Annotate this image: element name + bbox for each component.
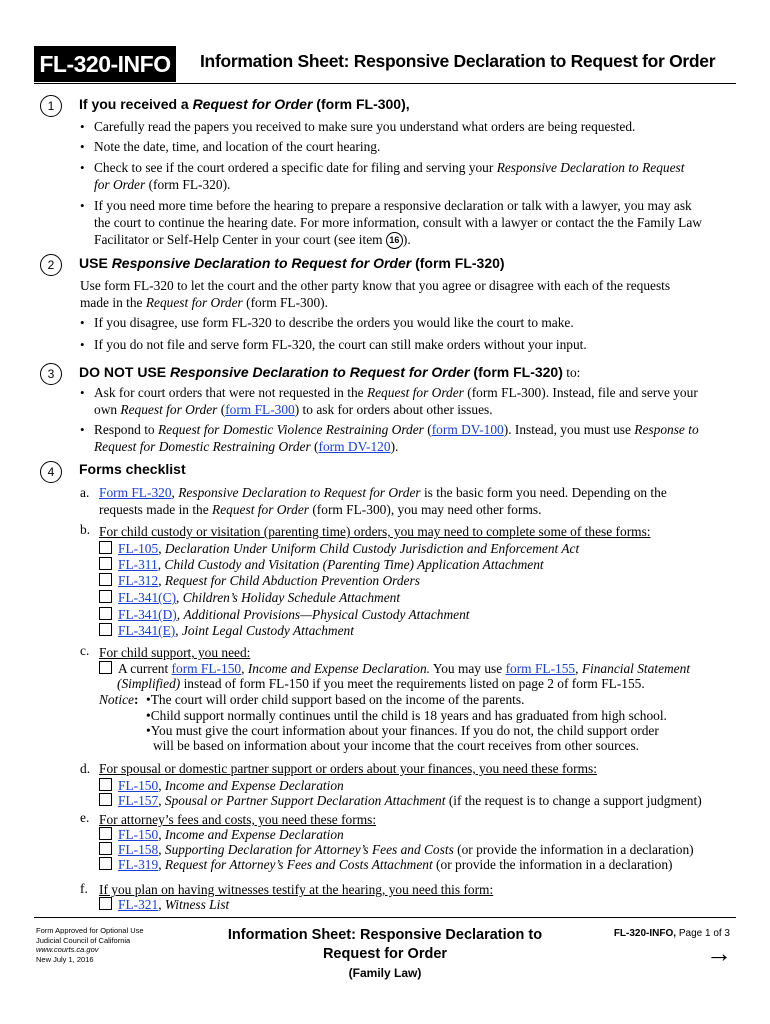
form-fl-155-link[interactable]: form FL-155 (505, 661, 576, 676)
checkbox[interactable] (99, 793, 112, 806)
section-1-bullet-2: Note the date, time, and location of the court hearing. (94, 139, 381, 154)
section-1-bullet-3: Check to see if the court ordered a specific date for filing and serving your Responsive Declaration to Request (94, 160, 685, 175)
form-link[interactable]: FL-341(C) (118, 590, 177, 605)
checkbox[interactable] (99, 623, 112, 636)
checkbox[interactable] (99, 778, 112, 791)
notice-label: Notice: (99, 692, 139, 707)
checklist-item: FL-311, Child Custody and Visitation (Parenting Time) Application Attachment (99, 556, 544, 573)
notice-bullet-1: •The court will order child support based on the income of the parents. (146, 692, 525, 707)
item-d-intro: For spousal or domestic partner support or orders about your finances, you need these forms: (99, 761, 597, 776)
footer-title: Information Sheet: Responsive Declaration to Request for Order (Family Law) (227, 927, 543, 980)
checkbox[interactable] (99, 857, 112, 870)
item-e-label: e. (80, 810, 90, 825)
checklist-item: FL-341(D), Additional Provisions—Physical Custody Attachment (99, 606, 469, 623)
section-3-heading: DO NOT USE Responsive Declaration to Request for Order (form FL-320) to: (79, 364, 581, 380)
checklist-item: FL-157, Spousal or Partner Support Declaration Attachment (if the request is to change a support judgment) (99, 792, 702, 809)
form-link[interactable]: FL-311 (118, 557, 158, 572)
checklist-item: FL-312, Request for Child Abduction Prevention Orders (99, 572, 420, 589)
section-2-para-line-1: Use form FL-320 to let the court and the other party know that you agree or disagree with each of the requests (80, 278, 671, 293)
section-1-bullet-1: Carefully read the papers you received to make sure you understand what orders are being requested. (94, 119, 636, 134)
form-link[interactable]: FL-341(D) (118, 607, 177, 622)
form-link[interactable]: FL-341(E) (118, 623, 176, 638)
section-1-heading: If you received a Request for Order (form FL-300), (79, 96, 410, 112)
section-2-para-line-2: made in the Request for Order (form FL-300). (80, 295, 328, 310)
section-3-number: 3 (40, 363, 62, 385)
section-1-bullet-3-cont: for Order (form FL-320). (94, 177, 231, 192)
form-link[interactable]: FL-150 (118, 827, 159, 842)
notice-bullet-2: •Child support normally continues until the child is 18 years and has graduated from high school. (146, 708, 667, 723)
section-1-number: 1 (40, 95, 62, 117)
item-f-label: f. (80, 881, 88, 896)
form-link[interactable]: FL-158 (118, 842, 159, 857)
checkbox[interactable] (99, 897, 112, 910)
section-2-bullet-1: If you disagree, use form FL-320 to describe the orders you would like the court to make. (94, 315, 574, 330)
form-link[interactable]: FL-312 (118, 573, 159, 588)
section-3-bullet-2-cont: Request for Domestic Restraining Order (form DV-120). (94, 439, 399, 454)
checkbox[interactable] (99, 573, 112, 586)
checklist-item: FL-321, Witness List (99, 896, 229, 913)
form-link[interactable]: FL-319 (118, 857, 159, 872)
page-title: Information Sheet: Responsive Declaration to Request for Order (200, 51, 716, 71)
section-1-bullet-4-line-1: If you need more time before the hearing to prepare a responsive declaration or talk with a lawyer, you may ask (94, 198, 692, 213)
footer-rule (34, 917, 736, 918)
checklist-item: FL-150, Income and Expense Declaration (99, 777, 344, 794)
checklist-item: FL-158, Supporting Declaration for Attorney’s Fees and Costs (or provide the information in a declaration) (99, 841, 694, 858)
section-3-bullet-2: Respond to Request for Domestic Violence Restraining Order (form DV-100). Instead, you must use Response to (94, 422, 699, 437)
checklist-item: FL-150, Income and Expense Declaration (99, 826, 344, 843)
form-fl-300-link[interactable]: form FL-300 (225, 402, 295, 417)
section-3-bullet-1: Ask for court orders that were not requested in the Request for Order (form FL-300). Instead, file and serve your (94, 385, 698, 400)
checkbox[interactable] (99, 661, 112, 674)
section-1-bullet-4-line-3: Facilitator or Self-Help Center in your court (see item 16 ). (94, 232, 411, 247)
section-2-bullet-2: If you do not file and serve form FL-320, the court can still make orders without your input. (94, 337, 587, 352)
notice-bullet-3: •You must give the court information about your finances. If you do not, the child support order (146, 723, 659, 738)
item-a-line-2: requests made in the Request for Order (form FL-300), you may need other forms. (99, 502, 542, 517)
checkbox[interactable] (99, 607, 112, 620)
item-c-intro: For child support, you need: (99, 645, 251, 660)
checklist-item: FL-341(E), Joint Legal Custody Attachment (99, 622, 354, 639)
form-link[interactable]: FL-105 (118, 541, 159, 556)
form-link[interactable]: FL-157 (118, 793, 159, 808)
item-f-intro: If you plan on having witnesses testify at the hearing, you need this form: (99, 882, 494, 897)
section-2-heading: USE Responsive Declaration to Request for Order (form FL-320) (79, 255, 505, 271)
item-b-intro: For child custody or visitation (parenting time) orders, you may need to complete some of these forms: (99, 524, 651, 539)
checkbox[interactable] (99, 827, 112, 840)
item-e-intro: For attorney’s fees and costs, you need these forms: (99, 812, 377, 827)
section-4-heading: Forms checklist (79, 461, 186, 477)
section-2-number: 2 (40, 254, 62, 276)
item-b-label: b. (80, 522, 91, 537)
item-c-label: c. (80, 643, 90, 658)
next-page-arrow-icon: → (706, 938, 732, 968)
form-link[interactable]: FL-150 (118, 778, 159, 793)
checkbox[interactable] (99, 557, 112, 570)
header-rule (34, 83, 736, 84)
checklist-item: FL-105, Declaration Under Uniform Child Custody Jurisdiction and Enforcement Act (99, 540, 579, 557)
form-fl-150-link[interactable]: form FL-150 (171, 661, 242, 676)
item-a-line-1: Form FL-320, Responsive Declaration to Request for Order is the basic form you need. Depending on the (99, 485, 667, 500)
item-16-ref: 16 (386, 232, 403, 249)
section-4-number: 4 (40, 461, 62, 483)
checkbox[interactable] (99, 842, 112, 855)
item-d-label: d. (80, 761, 91, 776)
form-dv-100-link[interactable]: form DV-100 (431, 422, 504, 437)
checkbox[interactable] (99, 541, 112, 554)
section-1-bullet-4-line-2: the court to continue the hearing date. For more information, consult with a lawyer or contact the the Family Law (94, 215, 702, 230)
form-fl-320-link[interactable]: Form FL-320 (99, 485, 172, 500)
checklist-item: FL-341(C), Children’s Holiday Schedule Attachment (99, 589, 400, 606)
item-c-line-2: (Simplified) instead of form FL-150 if you meet the requirements listed on page 2 of form FL-155. (117, 676, 645, 691)
form-dv-120-link[interactable]: form DV-120 (318, 439, 391, 454)
footer-left: Form Approved for Optional Use Judicial Council of California www.courts.ca.gov New July 1, 2016 (36, 926, 144, 964)
checklist-item: FL-319, Request for Attorney’s Fees and Costs Attachment (or provide the information in a declaration) (99, 856, 673, 873)
notice-bullet-3-cont: will be based on information about your income that the court receives from other sources. (153, 738, 640, 753)
section-3-bullet-1-cont: own Request for Order (form FL-300) to ask for orders about other issues. (94, 402, 493, 417)
form-link[interactable]: FL-321 (118, 897, 159, 912)
form-id-badge: FL-320-INFO (34, 46, 176, 82)
item-c-line-1: A current form FL-150, Income and Expense Declaration. You may use form FL-155, Financial Statement (99, 660, 690, 677)
page-indicator: FL-320-INFO, Page 1 of 3 (613, 928, 730, 939)
item-a-label: a. (80, 485, 90, 500)
checkbox[interactable] (99, 590, 112, 603)
